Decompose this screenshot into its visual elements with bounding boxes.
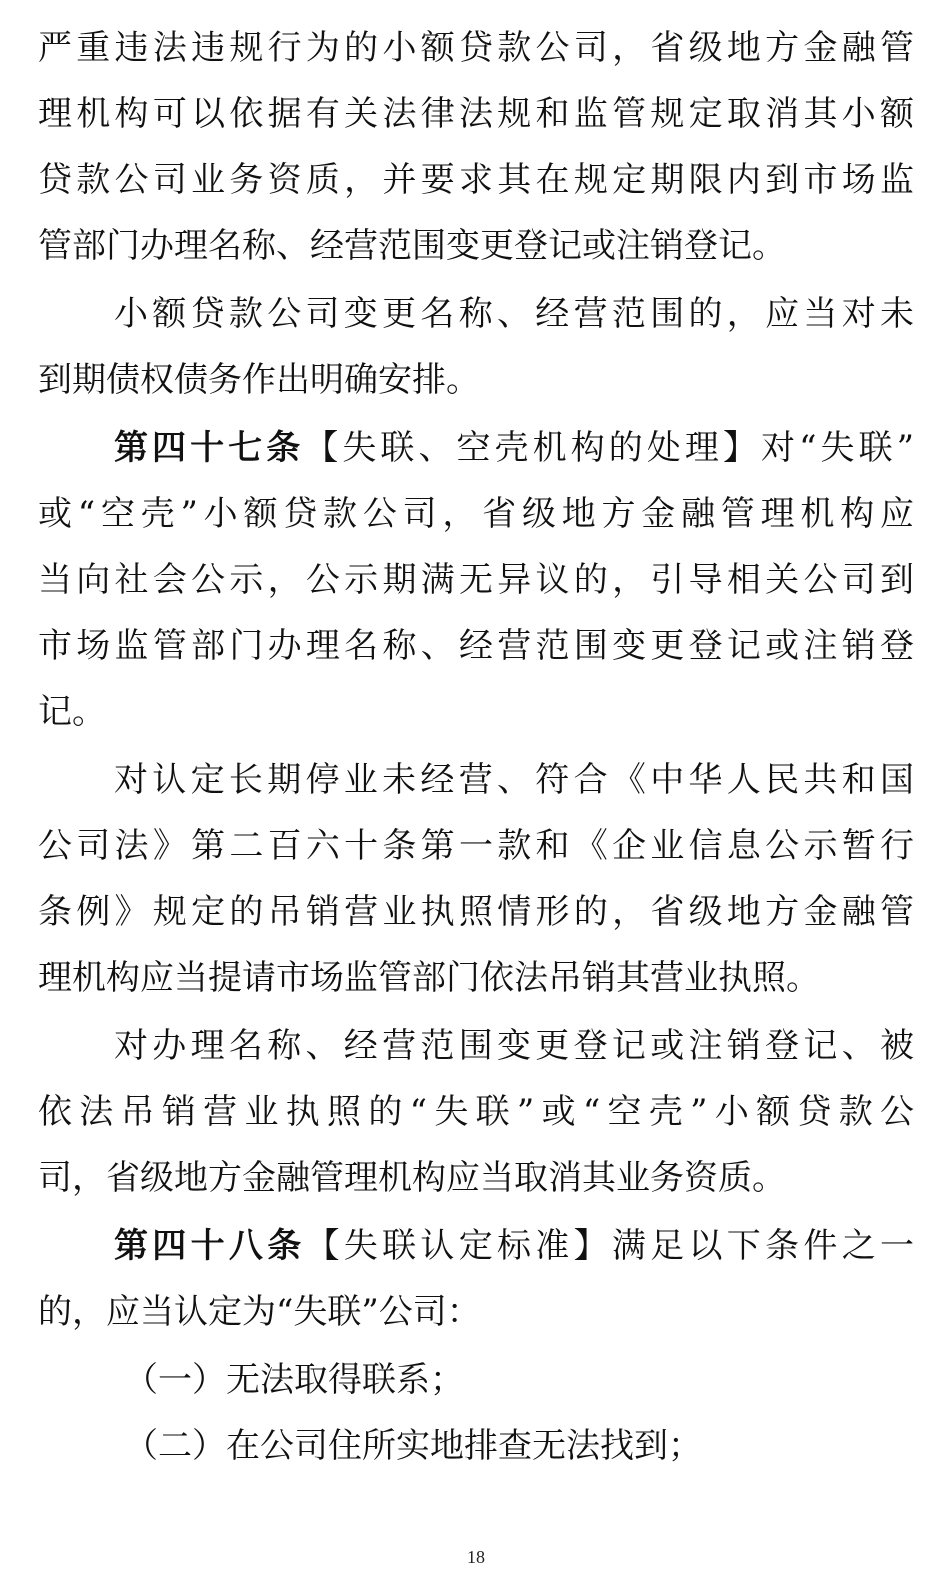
body-line: 依法吊销营业执照的“失联”或“空壳”小额贷款公 xyxy=(38,1092,914,1132)
body-line: 条例》规定的吊销营业执照情形的，省级地方金融管 xyxy=(38,892,914,932)
body-line: 理机构应当提请市场监管部门依法吊销其营业执照。 xyxy=(38,958,820,998)
body-line: 司，省级地方金融管理机构应当取消其业务资质。 xyxy=(38,1158,786,1198)
body-line: 理机构可以依据有关法律法规和监管规定取消其小额 xyxy=(38,94,914,134)
body-line: 严重违法违规行为的小额贷款公司，省级地方金融管 xyxy=(38,28,914,68)
body-line: 对认定长期停业未经营、符合《中华人民共和国 xyxy=(114,760,914,800)
list-item: （二）在公司住所实地排查无法找到； xyxy=(124,1426,702,1466)
body-line: 贷款公司业务资质，并要求其在规定期限内到市场监 xyxy=(38,160,914,200)
list-item: （一）无法取得联系； xyxy=(124,1360,464,1400)
body-line: 记。 xyxy=(38,692,106,732)
article-number: 第四十八条 xyxy=(114,1226,306,1266)
body-line: 到期债权债务作出明确安排。 xyxy=(38,360,480,400)
body-line: 管部门办理名称、经营范围变更登记或注销登记。 xyxy=(38,226,786,266)
body-line: 对办理名称、经营范围变更登记或注销登记、被 xyxy=(114,1026,914,1066)
body-line: 市场监管部门办理名称、经营范围变更登记或注销登 xyxy=(38,626,914,666)
article-text: 对“失联” xyxy=(761,428,915,468)
article-48-first-line xyxy=(38,1216,914,1276)
body-line: 小额贷款公司变更名称、经营范围的，应当对未 xyxy=(114,294,914,334)
article-47-first-line xyxy=(38,418,914,478)
body-line: 当向社会公示，公示期满无异议的，引导相关公司到 xyxy=(38,560,914,600)
article-heading: 【失联认定标准】 xyxy=(305,1226,612,1266)
article-number: 第四十七条 xyxy=(114,428,305,468)
body-line: 公司法》第二百六十条第一款和《企业信息公示暂行 xyxy=(38,826,914,866)
article-heading: 【失联、空壳机构的处理】 xyxy=(304,428,762,468)
body-line: 或“空壳”小额贷款公司，省级地方金融管理机构应 xyxy=(38,494,914,534)
article-text: 满足以下条件之一 xyxy=(611,1226,915,1266)
body-line: 的，应当认定为“失联”公司： xyxy=(38,1292,481,1332)
page-number: 18 xyxy=(467,1547,485,1567)
